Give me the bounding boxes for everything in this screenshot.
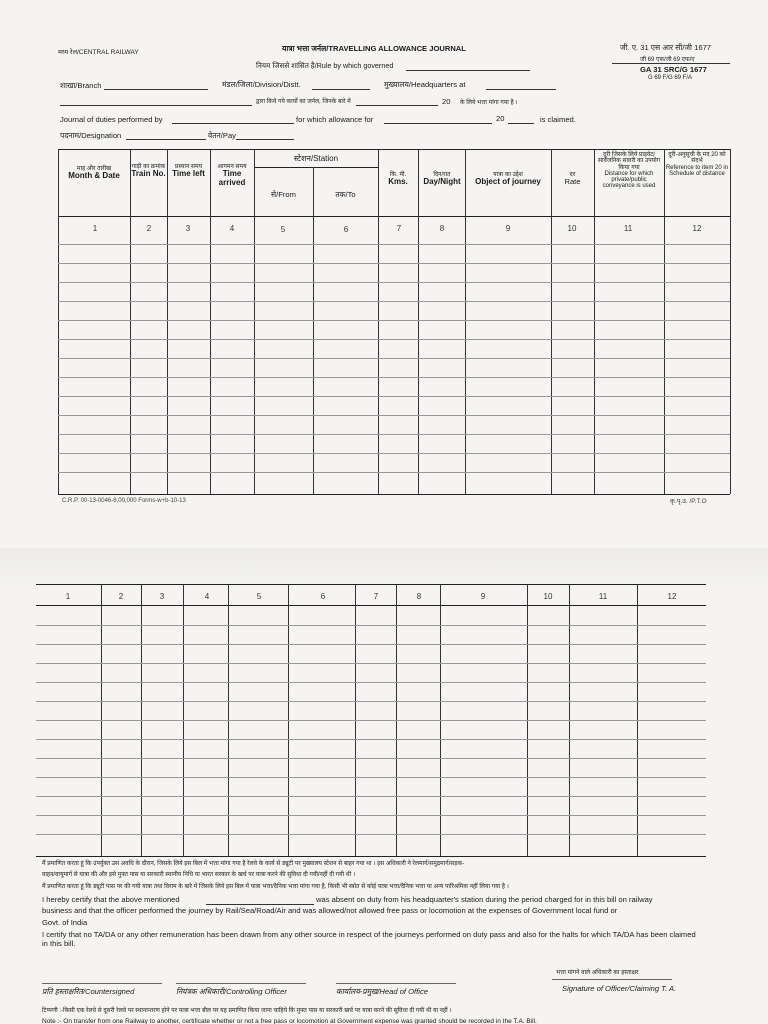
certificate-hindi-3: मैं प्रमाणित करता हूं कि ड्यूटी पास पर की गयी यात्रा तथा विराम के बारे में जिसके लिये इस बिल में यात्रा भत्ता/दैनिक भत्ता मांगा गया है, किसी भी स्त्रोत से कोई यात्रा भत्ता/दैनिक भत्ता या अन्य पारिश्रमिक नहीं लिया गया है । [42, 884, 509, 890]
col-num-11: 11 [623, 224, 633, 233]
form-code-hindi: जी. ए. 31 एस आर सी/जी 1677 [620, 43, 712, 52]
col-num-11-bottom: 11 [598, 592, 608, 601]
header-train-no: गाड़ी का क्रमांक Train No. [131, 164, 166, 179]
certificate-hindi-1: मैं प्रमाणित करता हूं कि उपर्युक्त उस अवधि के दौरान, जिसके लिये इस बिल में भत्ता मांगा गया है रेलवे के कार्य से ड्यूटी पर मुख्यालय स्टेशन से बाहर गया था । इस अधिकारी ने रेलमार्ग/समुद्रमार्ग/सड़क- [42, 861, 465, 867]
pto-label: कृ.पृ.उ. /P.T.O [670, 498, 707, 505]
table-row [36, 815, 706, 816]
header-station: स्टेशन/Station [293, 154, 339, 163]
table-row [36, 625, 706, 626]
form-code: GA 31 SRC/G 1677 [640, 65, 707, 74]
header-distance-conveyance: दूरी जिसके लिये प्राइवेट/सार्वजनिक सवारी का उपयोग किया गया Distance for which private/public conveyance is used [597, 152, 661, 190]
certificate-english-1b: was absent on duty from his headquarter's station during the period charged for in this bill on railway [316, 895, 653, 904]
header-day-night: दिन/रात Day/Night [423, 172, 461, 187]
col-num-10: 10 [567, 224, 577, 233]
table-row [58, 358, 730, 359]
table-row [36, 720, 706, 721]
certificate-english-1d: Govt. of India [42, 918, 88, 927]
certificate-hindi-2: वाहन/वायुमार्ग से यात्रा की और इसे मुफ्त पास या सरकारी स्थानीय निधि या भारत सरकार के खर्च पर यात्रा करने की सुविधा दी गयी/नहीं दी गयी थी । [42, 872, 356, 878]
header-time-arrived: आगमन समय Time arrived [217, 164, 247, 187]
journal-name-hindi-field[interactable] [60, 105, 252, 106]
header-rate: दर Rate [564, 172, 581, 187]
col-num-10-bottom: 10 [543, 592, 553, 601]
countersigned-signature-line[interactable] [42, 983, 162, 984]
claimant-signature-label: Signature of Officer/Claiming T. A. [562, 984, 677, 993]
journal-hindi-period-field[interactable] [356, 105, 438, 106]
headquarters-field[interactable] [486, 89, 556, 90]
col-num-3: 3 [185, 224, 191, 233]
rule-label: नियम जिससे शासित है/Rule by which governed [256, 61, 394, 70]
col-num-4-bottom: 4 [204, 592, 210, 601]
table-row [58, 282, 730, 283]
table-bottom-border [58, 494, 730, 495]
designation-label: पदनाम/Designation [60, 131, 122, 140]
controlling-officer-signature-line[interactable] [176, 983, 306, 984]
year-field[interactable] [508, 123, 534, 124]
col-num-6: 6 [343, 225, 349, 234]
print-code: C.R.P. 00-13-0046-8,00,000 Forms-w+b-10-13 [62, 498, 186, 504]
col-num-5: 5 [280, 225, 286, 234]
officer-name-field[interactable] [206, 904, 314, 905]
table-bottom-border [36, 856, 706, 857]
table-row [36, 663, 706, 664]
table-row [58, 263, 730, 264]
form-code-2: G 69 F/G 69 F/A [648, 75, 693, 81]
header-object-of-journey: यात्रा का उद्देश Object of journey [475, 172, 541, 187]
designation-field[interactable] [126, 139, 206, 140]
table-row [36, 796, 706, 797]
head-of-office-label: कार्यालय-प्रमुख/Head of Office [336, 987, 428, 996]
col-num-2-bottom: 2 [118, 592, 124, 601]
table-row [36, 682, 706, 683]
col-num-3-bottom: 3 [159, 592, 165, 601]
certificate-english-1a: I hereby certify that the above mentioned [42, 895, 180, 904]
note-english: Note :- On transfer from one Railway to another, certificate whether or not a free pass or locomotion at Government expense was granted should be recorded in the T.A. Bill. [42, 1018, 537, 1024]
table-row [58, 415, 730, 416]
col-num-4: 4 [229, 224, 235, 233]
col-num-1: 1 [92, 224, 98, 233]
headquarters-label: मुख्यालय/Headquarters at [384, 80, 466, 89]
header-month-date: माह और तारीख Month & Date [68, 166, 120, 181]
header-reference-schedule: दूरी-अनुसूची के मद 20 को संदर्भ Reference to item 20 in Schedule of distance [665, 152, 729, 177]
table-row [58, 396, 730, 397]
col-num-8-bottom: 8 [416, 592, 422, 601]
header-time-left: प्रस्थान समय Time left [172, 164, 205, 179]
col-num-9: 9 [505, 224, 511, 233]
allowance-for-label: for which allowance for [296, 115, 374, 124]
table-row [58, 244, 730, 245]
col-num-8: 8 [439, 224, 445, 233]
table-row [58, 320, 730, 321]
journal-name-field[interactable] [172, 123, 294, 124]
table-row [58, 434, 730, 435]
header-kms: कि. मी. Kms. [388, 172, 408, 187]
journal-hindi-text: द्वारा किये गये कार्यो का जर्नल, जिनके बारे में [256, 99, 351, 105]
year-20: 20 [496, 114, 505, 123]
journal-label: Journal of duties performed by [60, 115, 163, 124]
col-num-5-bottom: 5 [256, 592, 262, 601]
branch-field[interactable] [104, 89, 208, 90]
col-num-12-bottom: 12 [667, 592, 677, 601]
pay-field[interactable] [236, 139, 294, 140]
controlling-officer-label: नियंत्रक अधिकारी/Controlling Officer [176, 987, 287, 996]
countersigned-label: प्रति हस्ताक्षरित/Countersigned [42, 987, 135, 996]
certificate-english-2: I certify that no TA/DA or any other remuneration has been drawn from any other source in respect of the journeys performed on duty pass and also for the halts for which TA/DA has been claimed in this bill. [42, 930, 696, 949]
table-row [58, 472, 730, 473]
form-title: यात्रा भत्ता जर्नल/TRAVELLING ALLOWANCE JOURNAL [282, 44, 466, 53]
table-row [58, 453, 730, 454]
division-label: मंडल/जिला/Division/Distt. [222, 80, 301, 89]
col-num-9-bottom: 9 [480, 592, 486, 601]
table-row [36, 701, 706, 702]
note-hindi: टिप्पणी :-किसी एक रेलवे से दूसरी रेलवे पर स्थानान्तरण होने पर यात्रा भत्ता बील पर यह प्रमाणित किया जाना चाहिये कि मुफ्त पास या सरकारी खर्च पर यात्रा करने की सुविधा दी गयी थी या नहीं । [42, 1008, 452, 1014]
railway-name: मध्य रेल/CENTRAL RAILWAY [58, 49, 139, 56]
header-from: से/From [271, 190, 296, 199]
table-row [36, 644, 706, 645]
pay-label: वेतन/Pay [208, 131, 236, 140]
is-claimed-label: is claimed. [540, 115, 576, 124]
branch-label: शाखा/Branch [60, 81, 102, 90]
table-row [58, 301, 730, 302]
table-row [58, 339, 730, 340]
col-num-2: 2 [146, 224, 152, 233]
form-code-small: जी 69 एफ/जी 69 एफ/ए [640, 57, 695, 63]
col-num-7-bottom: 7 [373, 592, 379, 601]
claimant-signature-hindi: भत्ता मांगने वाले अधिकारी का हस्ताक्षर [556, 970, 639, 976]
certificate-english-1c: business and that the officer performed the journey by Rail/Sea/Road/Air and was allowed/not allowed free pass or locomotion at the expenses of Government local fund or [42, 906, 618, 915]
form-code-divider [612, 63, 730, 64]
division-field[interactable] [312, 89, 370, 90]
rule-field[interactable] [406, 70, 530, 71]
table-row [36, 758, 706, 759]
table-row [36, 739, 706, 740]
allowance-period-field[interactable] [384, 123, 492, 124]
page-fold [0, 548, 768, 584]
table-row [36, 834, 706, 835]
col-num-6-bottom: 6 [320, 592, 326, 601]
claimed-hindi-text: के लिये भत्ता मांगा गया है । [460, 100, 518, 106]
year-20-hindi: 20 [442, 97, 451, 106]
col-num-7: 7 [396, 224, 402, 233]
table-row [36, 777, 706, 778]
header-to: तक/To [335, 190, 356, 199]
claimant-signature-line[interactable] [552, 979, 672, 980]
col-num-12: 12 [692, 224, 702, 233]
col-num-1-bottom: 1 [65, 592, 71, 601]
head-of-office-signature-line[interactable] [336, 983, 456, 984]
table-row [58, 377, 730, 378]
